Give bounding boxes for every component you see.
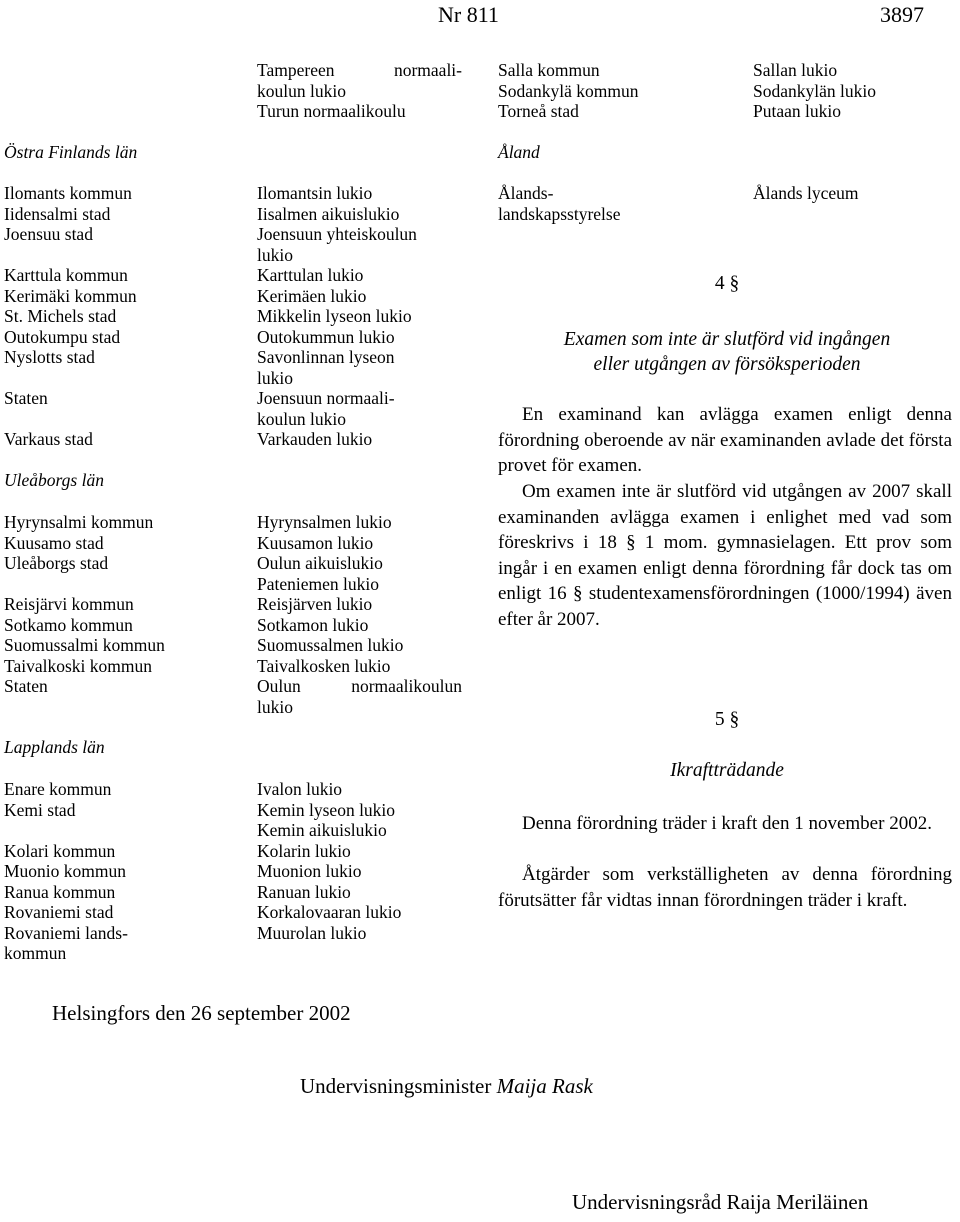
ostra-left-1: Iidensalmi stad	[4, 203, 111, 224]
uleaborg-right-8: Oulun normaalikoulun	[257, 676, 462, 696]
lappland-right-5: Ranuan lukio	[257, 881, 351, 902]
uleaborg-schools	[257, 512, 462, 717]
lappland-right-3: Kolarin lukio	[257, 840, 351, 861]
section-5-number: 5 §	[714, 709, 740, 730]
ostra-right-10: Joensuun normaali-	[257, 388, 395, 408]
lappland-municipalities	[4, 779, 128, 964]
lappland-left-6: Rovaniemi stad	[4, 902, 114, 922]
lappland-right-2: Kemin aikuislukio	[257, 820, 387, 840]
section-4-paragraph-2: Om examen inte är slutförd vid utgången av 2007 skall examinanden avlägga examen i enlighet med vad som föreskrivs i 18 § 1 mom. gymnasielagen. Ett prov som ingår i en examen enligt denna förordning får dock tas om enligt 16 § studentexamensförordningen (1000/1994) även efter år 2007.	[498, 481, 952, 630]
uleaborg-left-6: Suomussalmi kommun	[4, 635, 165, 655]
section-4-number: 4 §	[714, 273, 740, 294]
top-c3-line2: Sodankylän lukio	[753, 80, 876, 101]
ostra-left-8: Nyslotts stad	[4, 347, 95, 367]
uleaborg-left-5: Sotkamo kommun	[4, 614, 133, 635]
uleaborg-right-7: Taivalkosken lukio	[257, 655, 391, 676]
ostra-right-8: Savonlinnan lyseon	[257, 347, 395, 367]
ostra-left-7: Outokumpu stad	[4, 326, 121, 347]
place-and-date: Helsingfors den 26 september 2002	[52, 1001, 351, 1025]
uleaborg-right-1: Kuusamon lukio	[257, 532, 374, 553]
ostra-left-10: Staten	[4, 388, 48, 408]
ostra-left-6: St. Michels stad	[4, 306, 117, 326]
region-heading-lappland: Lapplands län	[4, 737, 105, 757]
lappland-left-4: Muonio kommun	[4, 861, 127, 881]
aland-municipalities	[498, 183, 620, 224]
ostra-left-5: Kerimäki kommun	[4, 285, 137, 306]
uleaborg-right-0: Hyrynsalmen lukio	[257, 512, 392, 532]
uleaborg-municipalities	[4, 512, 165, 697]
section-4-paragraph-1: En examinand kan avlägga examen enligt denna förordning oberoende av när examinanden avlade det första provet för examen.	[498, 404, 952, 476]
lappland-right-4: Muonion lukio	[257, 861, 362, 881]
top-column-2	[498, 60, 638, 122]
minister-name: Maija Rask	[496, 1074, 593, 1098]
ostra-right-5: Kerimäen lukio	[257, 285, 367, 306]
lappland-left-8: kommun	[4, 943, 67, 963]
lappland-left-1: Kemi stad	[4, 799, 76, 820]
top-c1-line3: Turun normaalikoulu	[257, 101, 406, 121]
uleaborg-right-2: Oulun aikuislukio	[257, 553, 383, 573]
section-5-paragraph-2: Åtgärder som verkställigheten av denna förordning förutsätter får vidtas innan förordningen träder i kraft.	[498, 864, 952, 911]
ostra-right-3: lukio	[257, 244, 293, 265]
ostra-left-2: Joensuu stad	[4, 224, 93, 244]
ostra-right-2: Joensuun yhteiskoulun	[257, 224, 417, 244]
lappland-left-5: Ranua kommun	[4, 881, 116, 902]
section-5-title: Ikraftträdande	[670, 760, 784, 781]
top-c2-line3: Torneå stad	[498, 101, 579, 121]
ostra-right-6: Mikkelin lyseon lukio	[257, 306, 412, 326]
section-5-paragraph-1: Denna förordning träder i kraft den 1 november 2002.	[522, 813, 932, 834]
uleaborg-right-6: Suomussalmen lukio	[257, 635, 404, 655]
ostra-left-4: Karttula kommun	[4, 265, 128, 285]
top-c1-line1a: Tampereen	[257, 60, 335, 80]
lappland-right-0: Ivalon lukio	[257, 779, 343, 799]
aland-right-0: Ålands lyceum	[753, 183, 859, 203]
top-c3-line3: Putaan lukio	[753, 101, 841, 121]
uleaborg-right-3: Pateniemen lukio	[257, 573, 379, 594]
lappland-schools	[257, 779, 401, 943]
top-column-1	[257, 60, 462, 122]
ostra-schools	[257, 183, 417, 450]
lappland-left-3: Kolari kommun	[4, 840, 116, 861]
top-c1-line1b: normaali-	[393, 60, 462, 80]
top-column-3	[753, 60, 876, 122]
ostra-right-11: koulun lukio	[257, 408, 346, 429]
uleaborg-left-0: Hyrynsalmi kommun	[4, 512, 154, 532]
region-heading-aland: Åland	[498, 142, 540, 162]
ostra-municipalities	[4, 183, 137, 450]
page-number: 3897	[880, 2, 924, 27]
uleaborg-left-8: Staten	[4, 676, 48, 696]
aland-schools	[753, 183, 858, 204]
lappland-right-6: Korkalovaaran lukio	[257, 902, 402, 922]
uleaborg-right-4: Reisjärven lukio	[257, 594, 373, 614]
uleaborg-right-9: lukio	[257, 696, 293, 717]
section-4-title	[498, 327, 956, 377]
lappland-left-0: Enare kommun	[4, 779, 112, 799]
ostra-left-0: Ilomants kommun	[4, 183, 132, 203]
minister-signature	[300, 1074, 593, 1099]
top-c1-line2: koulun lukio	[257, 80, 346, 101]
top-c2-line1: Salla kommun	[498, 60, 600, 80]
region-heading-uleaborg: Uleåborgs län	[4, 470, 104, 490]
uleaborg-right-5: Sotkamon lukio	[257, 614, 369, 635]
aland-left-0: Ålands-	[498, 183, 554, 203]
uleaborg-left-1: Kuusamo stad	[4, 532, 104, 553]
section-4-title-line2: eller utgången av försöksperioden	[593, 354, 861, 375]
top-c2-line2: Sodankylä kommun	[498, 80, 639, 101]
uleaborg-left-7: Taivalkoski kommun	[4, 655, 152, 676]
section-4-title-line1: Examen som inte är slutförd vid ingången	[563, 329, 891, 350]
region-heading-ostra: Östra Finlands län	[4, 142, 138, 162]
top-c3-line1: Sallan lukio	[753, 60, 838, 80]
ostra-right-1: Iisalmen aikuislukio	[257, 203, 400, 224]
minister-title: Undervisningsminister	[300, 1074, 492, 1098]
ostra-right-9: lukio	[257, 367, 293, 388]
ostra-right-0: Ilomantsin lukio	[257, 183, 373, 203]
ostra-right-4: Karttulan lukio	[257, 265, 364, 285]
counsellor-signature: Undervisningsråd Raija Meriläinen	[572, 1190, 869, 1214]
uleaborg-left-2: Uleåborgs stad	[4, 553, 109, 573]
ostra-right-7: Outokummun lukio	[257, 326, 395, 347]
uleaborg-left-4: Reisjärvi kommun	[4, 594, 134, 614]
statute-number: Nr 811	[438, 2, 499, 27]
lappland-left-7: Rovaniemi lands-	[4, 922, 128, 943]
lappland-right-1: Kemin lyseon lukio	[257, 799, 396, 820]
ostra-right-12: Varkauden lukio	[257, 429, 373, 449]
aland-left-1: landskapsstyrelse	[498, 203, 621, 224]
ostra-left-12: Varkaus stad	[4, 429, 93, 449]
lappland-right-7: Muurolan lukio	[257, 922, 367, 943]
